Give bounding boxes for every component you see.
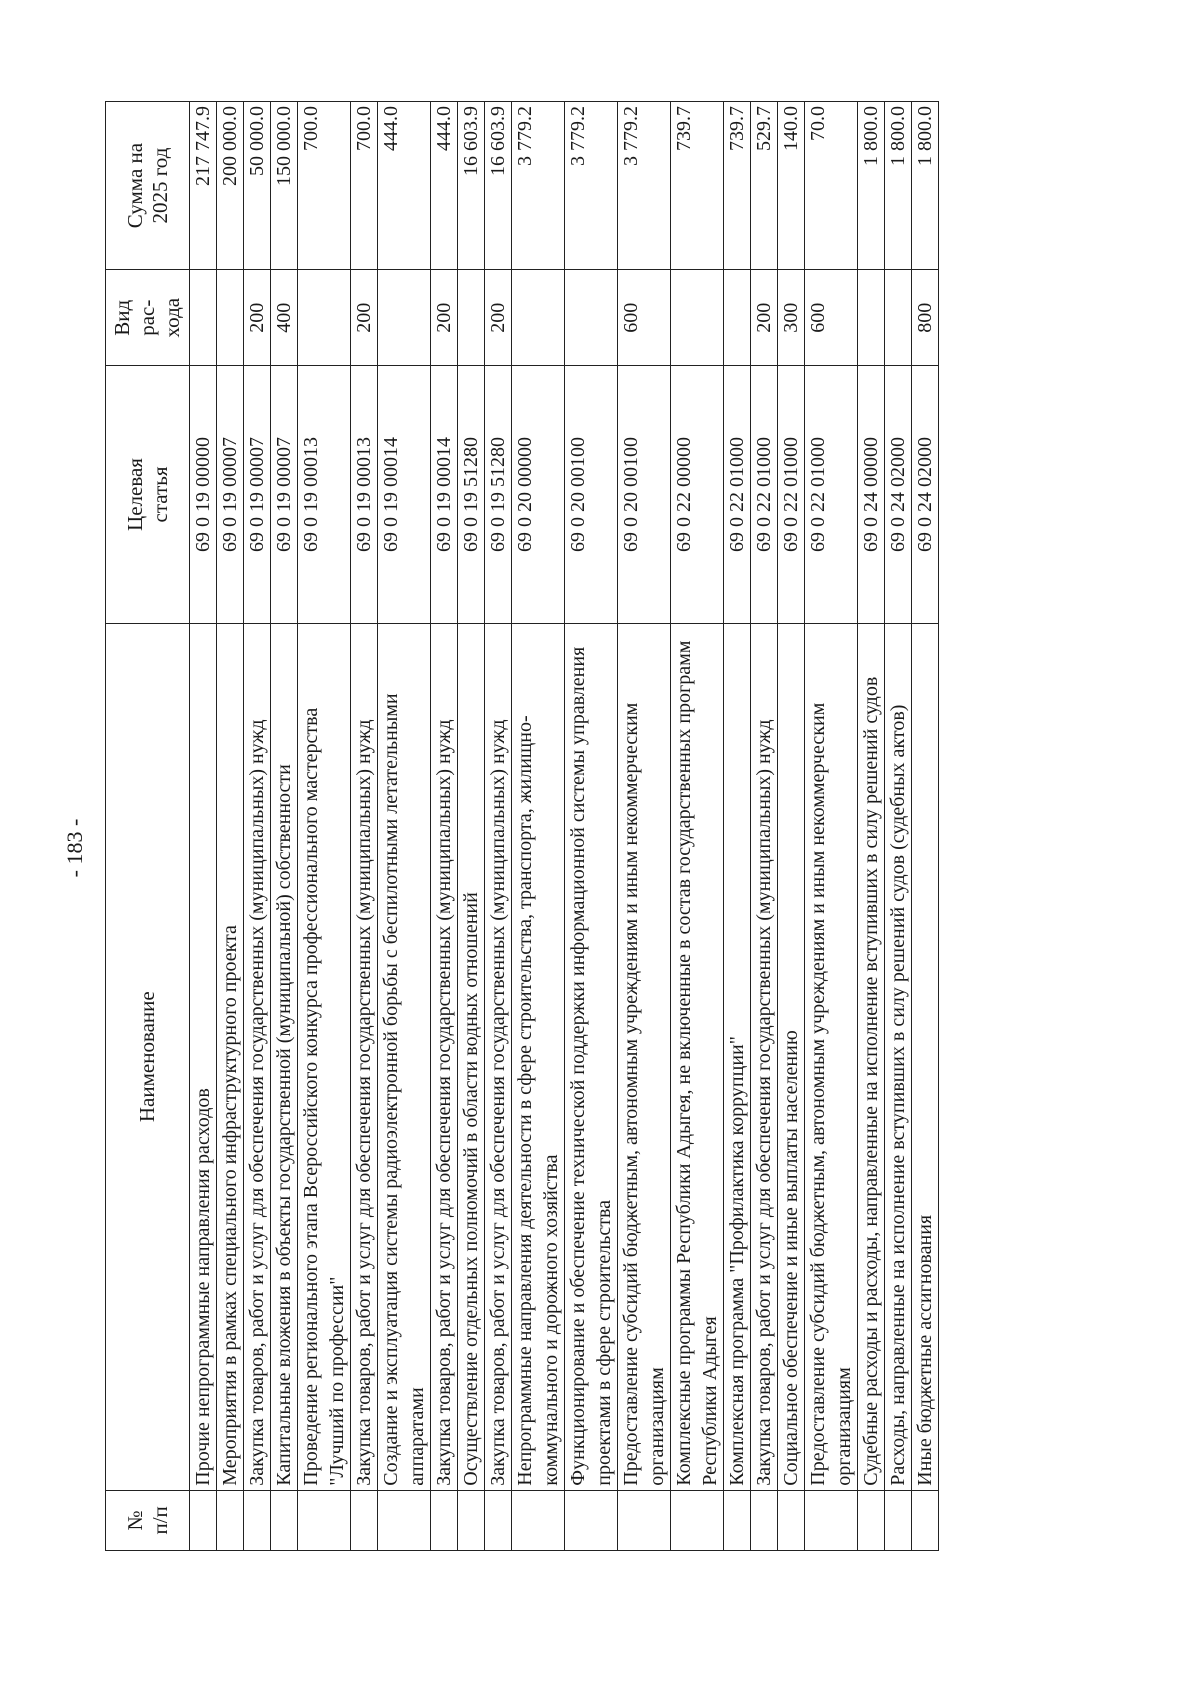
cell-name: Расходы, направленные на исполнение вступивших в силу решений судов (судебных актов) bbox=[885, 623, 912, 1490]
cell-sum: 1 800.0 bbox=[885, 102, 912, 270]
cell-sum: 444.0 bbox=[378, 102, 431, 270]
table-row bbox=[190, 102, 217, 1551]
cell-no bbox=[271, 1490, 298, 1550]
cell-sum: 1 800.0 bbox=[912, 102, 939, 270]
cell-no bbox=[751, 1490, 778, 1550]
cell-target: 69 0 19 51280 bbox=[485, 366, 512, 623]
table-row bbox=[271, 102, 298, 1551]
table-row bbox=[778, 102, 805, 1551]
cell-kind: 800 bbox=[912, 270, 939, 366]
cell-target: 69 0 22 01000 bbox=[751, 366, 778, 623]
cell-no bbox=[885, 1490, 912, 1550]
header-name: Наименование bbox=[106, 623, 190, 1490]
cell-no bbox=[618, 1490, 671, 1550]
cell-target: 69 0 19 00007 bbox=[217, 366, 244, 623]
cell-name: Капитальные вложения в объекты государственной (муниципальной) собственности bbox=[271, 623, 298, 1490]
cell-sum: 50 000.0 bbox=[244, 102, 271, 270]
cell-kind bbox=[190, 270, 217, 366]
cell-target: 69 0 20 00000 bbox=[512, 366, 565, 623]
header-no: № п/п bbox=[106, 1490, 190, 1550]
cell-name: Прочие непрограммные направления расходов bbox=[190, 623, 217, 1490]
cell-target: 69 0 20 00100 bbox=[565, 366, 618, 623]
cell-sum: 140.0 bbox=[778, 102, 805, 270]
table-body bbox=[190, 102, 939, 1551]
cell-no bbox=[912, 1490, 939, 1550]
cell-name: Социальное обеспечение и иные выплаты населению bbox=[778, 623, 805, 1490]
cell-sum: 3 779.2 bbox=[565, 102, 618, 270]
cell-target: 69 0 19 00007 bbox=[244, 366, 271, 623]
cell-kind bbox=[671, 270, 724, 366]
cell-name: Непрограммные направления деятельности в сфере строительства, транспорта, жилищно-коммунального и дорожного хозяйства bbox=[512, 623, 565, 1490]
cell-name: Иные бюджетные ассигнования bbox=[912, 623, 939, 1490]
table-row bbox=[458, 102, 485, 1551]
cell-sum: 16 603.9 bbox=[458, 102, 485, 270]
cell-kind: 400 bbox=[271, 270, 298, 366]
cell-kind bbox=[217, 270, 244, 366]
cell-sum: 700.0 bbox=[298, 102, 351, 270]
cell-kind bbox=[858, 270, 885, 366]
cell-no bbox=[217, 1490, 244, 1550]
header-target: Целевая статья bbox=[106, 366, 190, 623]
table-row bbox=[431, 102, 458, 1551]
cell-sum: 217 747.9 bbox=[190, 102, 217, 270]
cell-no bbox=[244, 1490, 271, 1550]
cell-target: 69 0 24 02000 bbox=[912, 366, 939, 623]
cell-kind: 200 bbox=[431, 270, 458, 366]
cell-no bbox=[724, 1490, 751, 1550]
cell-kind bbox=[565, 270, 618, 366]
cell-name: Судебные расходы и расходы, направленные на исполнение вступивших в силу решений судов bbox=[858, 623, 885, 1490]
cell-no bbox=[485, 1490, 512, 1550]
cell-sum: 739.7 bbox=[724, 102, 751, 270]
cell-no bbox=[190, 1490, 217, 1550]
table-row bbox=[618, 102, 671, 1551]
table-row bbox=[298, 102, 351, 1551]
cell-sum: 444.0 bbox=[431, 102, 458, 270]
header-kind: Вид рас- хода bbox=[106, 270, 190, 366]
table-row bbox=[351, 102, 378, 1551]
cell-no bbox=[298, 1490, 351, 1550]
cell-name: Предоставление субсидий бюджетным, автономным учреждениям и иным некоммерческим организациям bbox=[618, 623, 671, 1490]
cell-target: 69 0 19 00013 bbox=[298, 366, 351, 623]
cell-name: Предоставление субсидий бюджетным, автономным учреждениям и иным некоммерческим организациям bbox=[805, 623, 858, 1490]
cell-target: 69 0 19 00013 bbox=[351, 366, 378, 623]
cell-kind: 200 bbox=[244, 270, 271, 366]
cell-kind: 300 bbox=[778, 270, 805, 366]
cell-name: Закупка товаров, работ и услуг для обеспечения государственных (муниципальных) нужд bbox=[431, 623, 458, 1490]
cell-name: Закупка товаров, работ и услуг для обеспечения государственных (муниципальных) нужд bbox=[244, 623, 271, 1490]
table-row bbox=[912, 102, 939, 1551]
cell-name: Закупка товаров, работ и услуг для обеспечения государственных (муниципальных) нужд bbox=[751, 623, 778, 1490]
cell-name: Проведение регионального этапа Всероссийского конкурса профессионального мастерства "Лучший по профессии" bbox=[298, 623, 351, 1490]
cell-name: Комплексные программы Республики Адыгея, не включенные в состав государственных программ Республики Адыгея bbox=[671, 623, 724, 1490]
cell-sum: 16 603.9 bbox=[485, 102, 512, 270]
table-row bbox=[751, 102, 778, 1551]
cell-no bbox=[512, 1490, 565, 1550]
cell-no bbox=[805, 1490, 858, 1550]
page-number: - 183 - bbox=[62, 818, 87, 878]
budget-table bbox=[105, 101, 939, 1551]
cell-no bbox=[565, 1490, 618, 1550]
cell-no bbox=[671, 1490, 724, 1550]
cell-target: 69 0 24 02000 bbox=[885, 366, 912, 623]
table-row bbox=[217, 102, 244, 1551]
cell-target: 69 0 22 01000 bbox=[724, 366, 751, 623]
cell-name: Создание и эксплуатация системы радиоэлектронной борьбы с беспилотными летательными аппаратами bbox=[378, 623, 431, 1490]
cell-target: 69 0 20 00100 bbox=[618, 366, 671, 623]
cell-target: 69 0 22 00000 bbox=[671, 366, 724, 623]
cell-sum: 3 779.2 bbox=[618, 102, 671, 270]
cell-sum: 70.0 bbox=[805, 102, 858, 270]
table-row bbox=[858, 102, 885, 1551]
cell-target: 69 0 19 00014 bbox=[431, 366, 458, 623]
table-row bbox=[671, 102, 724, 1551]
cell-kind: 600 bbox=[805, 270, 858, 366]
cell-sum: 529.7 bbox=[751, 102, 778, 270]
header-sum: Сумма на 2025 год bbox=[106, 102, 190, 270]
cell-no bbox=[431, 1490, 458, 1550]
cell-kind bbox=[298, 270, 351, 366]
cell-target: 69 0 19 00007 bbox=[271, 366, 298, 623]
cell-target: 69 0 22 01000 bbox=[805, 366, 858, 623]
cell-name: Закупка товаров, работ и услуг для обеспечения государственных (муниципальных) нужд bbox=[351, 623, 378, 1490]
cell-kind bbox=[885, 270, 912, 366]
table-row bbox=[565, 102, 618, 1551]
cell-kind: 600 bbox=[618, 270, 671, 366]
table-row bbox=[885, 102, 912, 1551]
cell-kind: 200 bbox=[751, 270, 778, 366]
table-row bbox=[724, 102, 751, 1551]
cell-kind bbox=[724, 270, 751, 366]
cell-kind bbox=[512, 270, 565, 366]
cell-kind bbox=[378, 270, 431, 366]
cell-no bbox=[351, 1490, 378, 1550]
cell-sum: 739.7 bbox=[671, 102, 724, 270]
cell-name: Осуществление отдельных полномочий в области водных отношений bbox=[458, 623, 485, 1490]
cell-sum: 1 800.0 bbox=[858, 102, 885, 270]
cell-kind bbox=[458, 270, 485, 366]
cell-no bbox=[778, 1490, 805, 1550]
table-row bbox=[244, 102, 271, 1551]
header-row bbox=[106, 102, 190, 1551]
cell-sum: 150 000.0 bbox=[271, 102, 298, 270]
cell-kind: 200 bbox=[351, 270, 378, 366]
table-row bbox=[485, 102, 512, 1551]
cell-target: 69 0 19 51280 bbox=[458, 366, 485, 623]
cell-no bbox=[858, 1490, 885, 1550]
table-row bbox=[512, 102, 565, 1551]
cell-no bbox=[458, 1490, 485, 1550]
cell-target: 69 0 22 01000 bbox=[778, 366, 805, 623]
cell-sum: 700.0 bbox=[351, 102, 378, 270]
table-row bbox=[805, 102, 858, 1551]
cell-target: 69 0 19 00014 bbox=[378, 366, 431, 623]
table-row bbox=[378, 102, 431, 1551]
cell-name: Мероприятия в рамках специального инфраструктурного проекта bbox=[217, 623, 244, 1490]
cell-name: Закупка товаров, работ и услуг для обеспечения государственных (муниципальных) нужд bbox=[485, 623, 512, 1490]
cell-sum: 3 779.2 bbox=[512, 102, 565, 270]
cell-target: 69 0 19 00000 bbox=[190, 366, 217, 623]
cell-no bbox=[378, 1490, 431, 1550]
cell-sum: 200 000.0 bbox=[217, 102, 244, 270]
cell-name: Функционирование и обеспечение технической поддержки информационной системы управления проектами в сфере строительства bbox=[565, 623, 618, 1490]
cell-name: Комплексная программа "Профилактика коррупции" bbox=[724, 623, 751, 1490]
cell-kind: 200 bbox=[485, 270, 512, 366]
cell-target: 69 0 24 00000 bbox=[858, 366, 885, 623]
